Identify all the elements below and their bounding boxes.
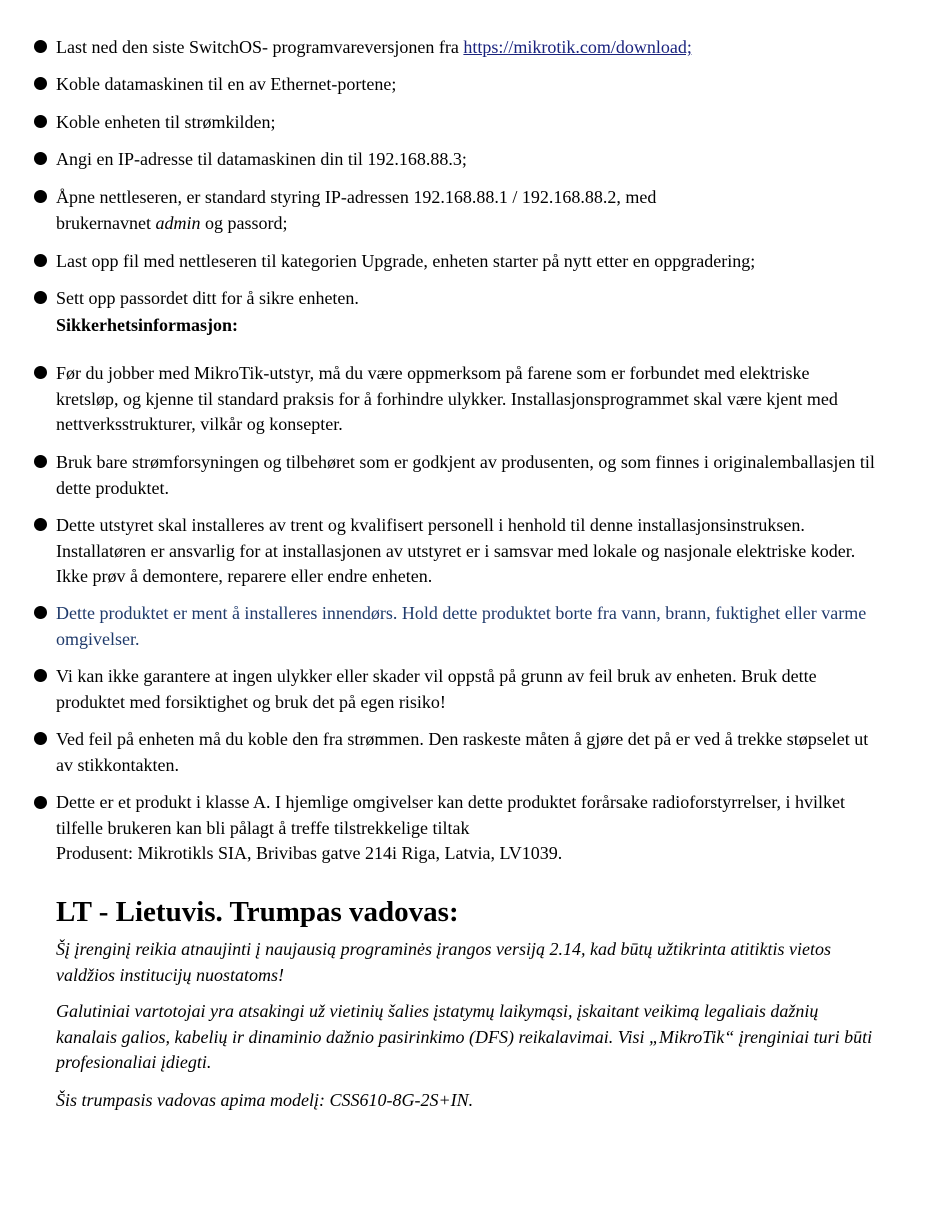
download-link[interactable]: https://mikrotik.com/download; xyxy=(463,37,692,57)
bullet-icon xyxy=(34,291,47,304)
list-item: Koble datamaskinen til en av Ethernet-portene; xyxy=(56,74,397,94)
lt-paragraph: Šį įrenginį reikia atnaujinti į naujausią programinės įrangos versiją 2.14, kad būtų užtikrinta atitiktis vietos valdžios institucijų nuostatoms! xyxy=(56,939,831,985)
producer-info: Produsent: Mikrotikls SIA, Brivibas gatve 214i Riga, Latvia, LV1039. xyxy=(56,843,563,863)
list-item: Sett opp passordet ditt for å sikre enheten. xyxy=(56,288,359,308)
list-item xyxy=(56,35,876,61)
list-item: Ved feil på enheten må du koble den fra strømmen. Den raskeste måten å gjøre det på er ved å trekke støpselet ut av stikkontakten. xyxy=(56,729,869,775)
bullet-icon xyxy=(34,518,47,531)
bullet-icon xyxy=(34,366,47,379)
bullet-icon xyxy=(34,40,47,53)
list-item: Før du jobber med MikroTik-utstyr, må du være oppmerksom på farene som er forbundet med elektriske kretsløp, og kjenne til standard praksis for å forhindre ulykker. Installasjonsprogrammet skal være kjent med nettverksstrukturer, vilkår og konsepter. xyxy=(56,363,838,435)
step-text: brukernavnet xyxy=(56,212,156,233)
bullet-icon xyxy=(34,115,47,128)
bullet-icon xyxy=(34,732,47,745)
section-title: LT - Lietuvis. Trumpas vadovas: xyxy=(56,896,459,928)
step-line: Åpne nettleseren, er standard styring IP-adressen 192.168.88.1 / 192.168.88.2, med xyxy=(56,187,657,207)
bullet-icon xyxy=(34,190,47,203)
list-item: Koble enheten til strømkilden; xyxy=(56,112,276,132)
step-line xyxy=(56,211,876,237)
list-item: Dette er et produkt i klasse A. I hjemlige omgivelser kan dette produktet forårsake radioforstyrrelser, i hvilket tilfelle brukeren kan bli pålagt å treffe tilstrekkelige tiltak xyxy=(56,792,846,838)
bullet-icon xyxy=(34,796,47,809)
bullet-icon xyxy=(34,669,47,682)
list-item xyxy=(56,185,876,236)
list-item: Bruk bare strømforsyningen og tilbehøret som er godkjent av produsenten, og som finnes i originalemballasjen til dette produktet. xyxy=(56,452,875,498)
bullet-icon xyxy=(34,77,47,90)
lt-paragraph: Šis trumpasis vadovas apima modelį: CSS610-8G-2S+IN. xyxy=(56,1090,474,1110)
list-item: Dette produktet er ment å installeres innendørs. Hold dette produktet borte fra vann, brann, fuktighet eller varme omgivelser. xyxy=(56,603,867,649)
list-item: Last opp fil med nettleseren til kategorien Upgrade, enheten starter på nytt etter en oppgradering; xyxy=(56,251,756,271)
list-item: Dette utstyret skal installeres av trent og kvalifisert personell i henhold til denne installasjonsinstruksen. Installatøren er ansvarlig for at installasjonen av utstyret er i samsvar med lokale og nasjonale elektriske koder. Ikke prøv å demontere, reparere eller endre enheten. xyxy=(56,515,856,587)
bullet-icon xyxy=(34,606,47,619)
username-emphasis: admin xyxy=(155,212,201,233)
bullet-icon xyxy=(34,254,47,267)
bullet-icon xyxy=(34,455,47,468)
step-text: og passord; xyxy=(200,212,288,233)
bullet-icon xyxy=(34,152,47,165)
lt-paragraph: Galutiniai vartotojai yra atsakingi už vietinių šalies įstatymų laikymąsi, įskaitant veikimą legaliais dažnių kanalais galios, kabelių ir dinaminio dažnio pasirinkimo (DFS) reikalavimai. Visi „MikroTik“ įrenginiai turi būti profesionaliai įdiegti. xyxy=(56,1001,873,1073)
list-item: Angi en IP-adresse til datamaskinen din til 192.168.88.3; xyxy=(56,149,467,169)
step-text: Last ned den siste SwitchOS- programvareversjonen fra xyxy=(56,37,464,57)
list-item: Vi kan ikke garantere at ingen ulykker eller skader vil oppstå på grunn av feil bruk av enheten. Bruk dette produktet med forsiktighet og bruk det på egen risiko! xyxy=(56,666,817,712)
safety-heading: Sikkerhetsinformasjon: xyxy=(56,315,239,335)
